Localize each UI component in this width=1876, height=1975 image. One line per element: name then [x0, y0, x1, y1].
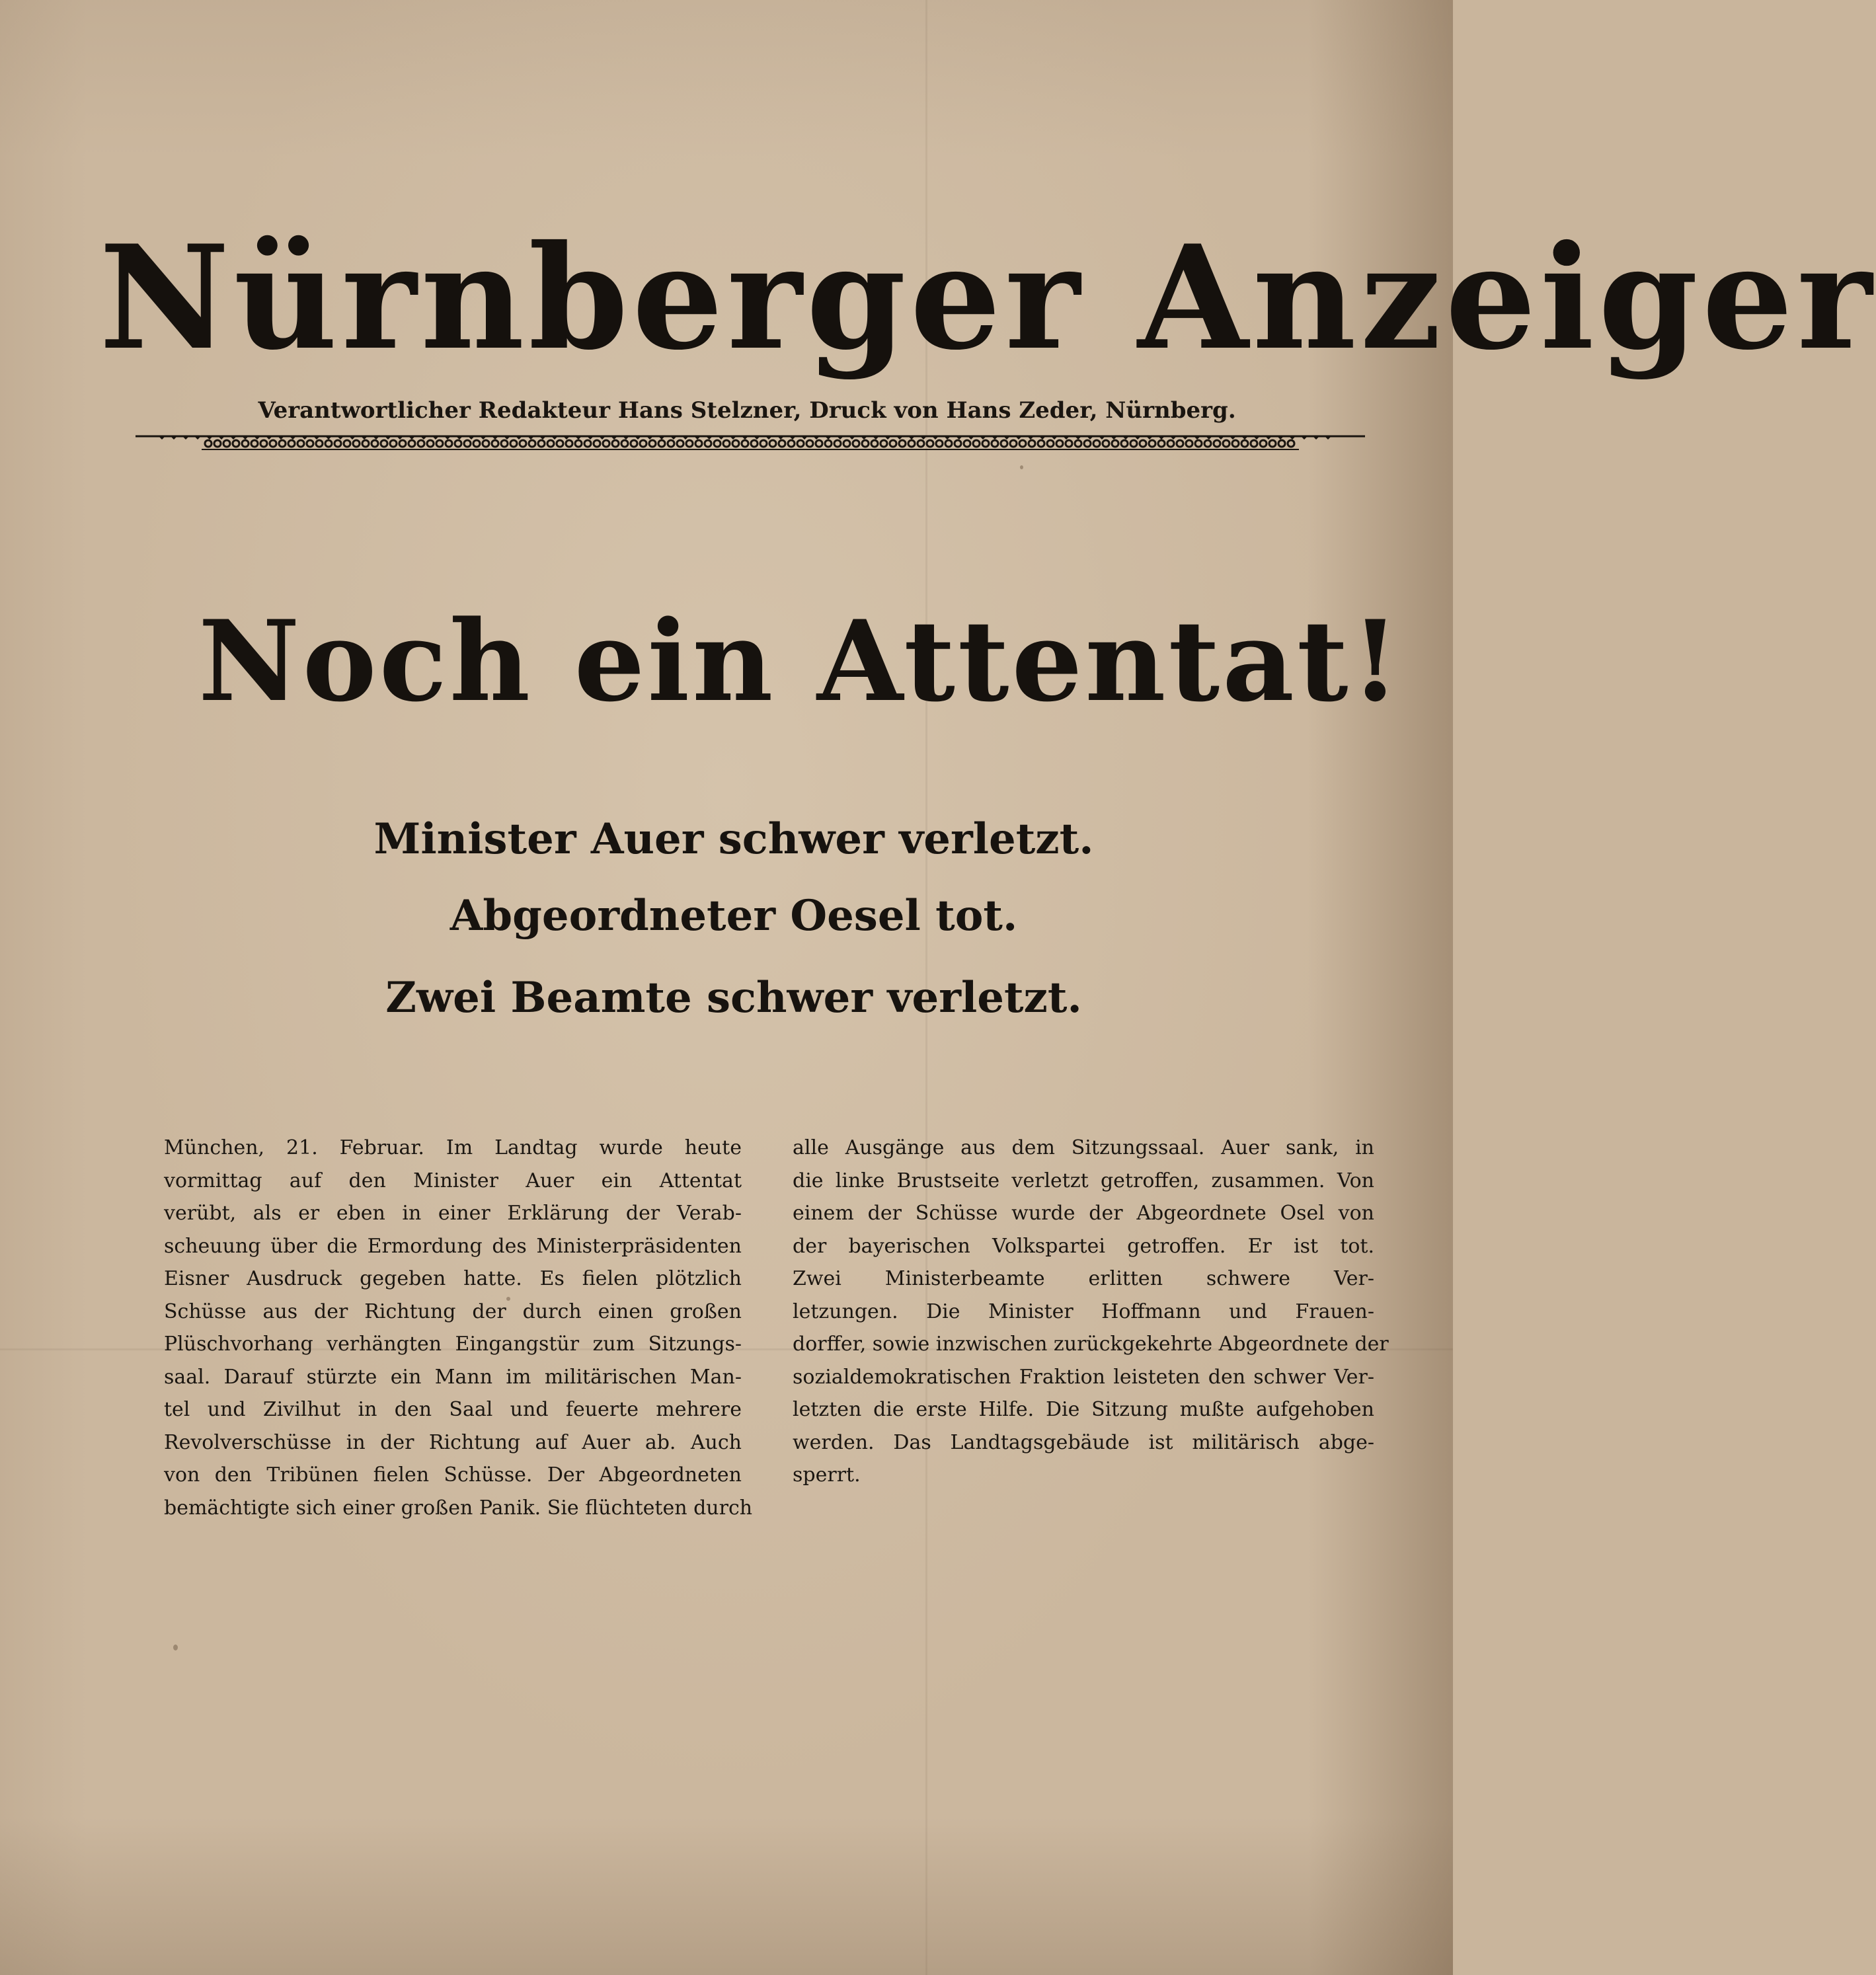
article-line: die linke Brustseite verletzt getroffen, zusammen. Von — [793, 1169, 1374, 1192]
article-column-right — [793, 1132, 1389, 1492]
rule-bead — [640, 440, 646, 447]
rule-bead — [214, 440, 221, 447]
rule-bead — [520, 440, 526, 447]
rule-tooth — [932, 436, 939, 440]
rule-tooth — [1087, 436, 1093, 440]
rule-bead — [455, 440, 461, 447]
rule-bead — [1130, 440, 1137, 447]
rule-tooth — [325, 436, 332, 440]
rule-bead — [751, 440, 758, 447]
rule-tooth — [742, 436, 748, 440]
rule-bead — [371, 440, 378, 447]
rule-tooth — [706, 436, 713, 440]
article-line: verübt, als er eben in einer Erklärung der Verab- — [164, 1202, 742, 1225]
rule-tooth — [361, 436, 368, 440]
rule-tooth — [1194, 436, 1200, 440]
rule-bead — [584, 440, 591, 447]
rule-tooth — [765, 436, 772, 440]
rule-bead — [1223, 440, 1230, 447]
rule-bead — [1019, 440, 1026, 447]
rule-bead — [418, 440, 424, 447]
rule-tooth — [1241, 436, 1248, 440]
rule-tooth — [349, 436, 356, 440]
rule-tooth — [206, 436, 213, 440]
article-line: sperrt. — [793, 1463, 861, 1487]
rule-bead — [677, 440, 684, 447]
rule-bead — [992, 440, 998, 447]
rule-bead — [1251, 440, 1257, 447]
rule-bead — [668, 440, 674, 447]
rule-bead — [316, 440, 323, 447]
rule-tooth — [587, 436, 594, 440]
rule-bead — [1204, 440, 1211, 447]
rule-bead — [279, 440, 286, 447]
rule-tooth — [171, 436, 177, 440]
rule-bead — [1010, 440, 1017, 447]
rule-tooth — [849, 436, 855, 440]
article-line: bemächtigte sich einer großen Panik. Sie flüchteten durch — [164, 1496, 753, 1520]
rule-tooth — [1075, 436, 1081, 440]
rule-bead — [686, 440, 693, 447]
rule-bead — [899, 440, 906, 447]
rule-bead — [501, 440, 508, 447]
rule-tooth — [1051, 436, 1058, 440]
rule-bead — [446, 440, 452, 447]
rule-bead — [871, 440, 878, 447]
rule-bead — [436, 440, 443, 447]
rule-bead — [631, 440, 637, 447]
rule-bead — [705, 440, 711, 447]
rule-bead — [547, 440, 554, 447]
article-line: Plüschvorhang verhängten Eingangstür zum Sitzungs- — [164, 1333, 742, 1356]
ink-speck — [173, 1645, 178, 1650]
ink-speck — [1020, 465, 1023, 469]
rule-bead — [1186, 440, 1192, 447]
rule-bead — [936, 440, 943, 447]
rule-tooth — [1265, 436, 1272, 440]
rule-bead — [409, 440, 415, 447]
rule-bead — [1075, 440, 1081, 447]
article-line: sozialdemokratischen Fraktion leisteten den schwer Ver- — [793, 1365, 1374, 1389]
article-line: werden. Das Landtagsgebäude ist militärisch abge- — [793, 1430, 1374, 1454]
rule-bead — [1149, 440, 1155, 447]
main-headline: Noch ein Attentat! — [198, 596, 1403, 726]
rule-bead — [566, 440, 572, 447]
rule-bead — [1278, 440, 1285, 447]
rule-bead — [714, 440, 721, 447]
rule-bead — [242, 440, 249, 447]
rule-bead — [390, 440, 397, 447]
rule-tooth — [397, 436, 403, 440]
rule-tooth — [658, 436, 665, 440]
rule-bead — [695, 440, 702, 447]
rule-bead — [1177, 440, 1183, 447]
rule-tooth — [504, 436, 510, 440]
rule-tooth — [539, 436, 546, 440]
article-line: letzungen. Die Minister Hoffmann und Frauen- — [793, 1299, 1374, 1323]
article-line: Eisner Ausdruck gegeben hatte. Es fielen plötzlich — [164, 1267, 742, 1290]
rule-bead — [742, 440, 748, 447]
rule-tooth — [1063, 436, 1070, 440]
rule-tooth — [646, 436, 653, 440]
rule-bead — [1232, 440, 1239, 447]
rule-tooth — [373, 436, 379, 440]
rule-bead — [538, 440, 545, 447]
rule-bead — [1121, 440, 1128, 447]
rule-tooth — [1313, 436, 1319, 440]
rule-tooth — [313, 436, 320, 440]
rule-bead — [918, 440, 924, 447]
rule-tooth — [1099, 436, 1105, 440]
rule-tooth — [337, 436, 344, 440]
rule-tooth — [420, 436, 427, 440]
rule-bead — [1056, 440, 1063, 447]
rule-bead — [288, 440, 295, 447]
rule-tooth — [694, 436, 701, 440]
rule-tooth — [218, 436, 225, 440]
rule-tooth — [623, 436, 629, 440]
ornamental-rule — [136, 432, 1365, 452]
rule-tooth — [468, 436, 475, 440]
rule-bead — [1158, 440, 1165, 447]
rule-tooth — [801, 436, 808, 440]
rule-bead — [649, 440, 656, 447]
article-line: dorffer, sowie inzwischen zurückgekehrte Abgeordnete der — [793, 1333, 1389, 1356]
rule-bead — [1038, 440, 1044, 447]
rule-tooth — [884, 436, 891, 440]
rule-tooth — [563, 436, 570, 440]
rule-tooth — [1111, 436, 1117, 440]
rule-tooth — [1158, 436, 1165, 440]
rule-tooth — [242, 436, 249, 440]
rule-tooth — [385, 436, 391, 440]
article-line: saal. Darauf stürzte ein Mann im militärischen Man- — [164, 1365, 742, 1389]
rule-bead — [982, 440, 989, 447]
rule-bead — [603, 440, 609, 447]
rule-bead — [344, 440, 350, 447]
rule-bead — [557, 440, 563, 447]
rule-bead — [732, 440, 739, 447]
rule-tooth — [837, 436, 843, 440]
rule-bead — [1112, 440, 1118, 447]
rule-bead — [492, 440, 498, 447]
rule-bead — [1029, 440, 1035, 447]
rule-tooth — [599, 436, 606, 440]
rule-tooth — [1277, 436, 1284, 440]
rule-bead — [325, 440, 332, 447]
rule-bead — [334, 440, 341, 447]
rule-bead — [723, 440, 730, 447]
rule-tooth — [1146, 436, 1153, 440]
rule-bead — [260, 440, 267, 447]
rule-tooth — [1230, 436, 1236, 440]
rule-bead — [945, 440, 952, 447]
rule-bead — [658, 440, 665, 447]
rule-bead — [464, 440, 471, 447]
article-line: der bayerischen Volkspartei getroffen. Er ist tot. — [793, 1234, 1374, 1258]
article-line: letzten die erste Hilfe. Die Sitzung mußte aufgehoben — [793, 1398, 1374, 1421]
masthead-imprint: Verantwortlicher Redakteur Hans Stelzner, Druck von Hans Zeder, Nürnberg. — [258, 397, 1236, 424]
rule-tooth — [230, 436, 237, 440]
rule-tooth — [1301, 436, 1308, 440]
rule-bead — [843, 440, 850, 447]
rule-bead — [862, 440, 869, 447]
rule-tooth — [1206, 436, 1212, 440]
article-column-left — [164, 1132, 753, 1524]
rule-tooth — [1122, 436, 1129, 440]
rule-bead — [297, 440, 304, 447]
rule-tooth — [682, 436, 689, 440]
rule-bead — [955, 440, 961, 447]
rule-tooth — [1003, 436, 1010, 440]
rule-tooth — [873, 436, 879, 440]
rule-bead — [1093, 440, 1100, 447]
rule-tooth — [944, 436, 951, 440]
rule-bead — [1103, 440, 1109, 447]
rule-bead — [1288, 440, 1294, 447]
rule-bead — [483, 440, 489, 447]
rule-tooth — [1170, 436, 1177, 440]
rule-bead — [806, 440, 813, 447]
rule-tooth — [1027, 436, 1034, 440]
rule-bead — [779, 440, 785, 447]
rule-bead — [880, 440, 887, 447]
rule-bead — [353, 440, 360, 447]
rule-tooth — [813, 436, 820, 440]
rule-bead — [307, 440, 313, 447]
rule-tooth — [730, 436, 736, 440]
rule-bead — [908, 440, 915, 447]
rule-bead — [1001, 440, 1007, 447]
article-line: alle Ausgänge aus dem Sitzungssaal. Auer sank, in — [793, 1136, 1374, 1159]
rule-tooth — [861, 436, 867, 440]
rule-bead — [223, 440, 230, 447]
rule-bead — [251, 440, 258, 447]
rule-tooth — [980, 436, 986, 440]
rule-bead — [1066, 440, 1072, 447]
rule-tooth — [825, 436, 832, 440]
rule-bead — [853, 440, 859, 447]
rule-tooth — [456, 436, 463, 440]
article-line: von den Tribünen fielen Schüsse. Der Abgeordneten — [164, 1463, 742, 1487]
rule-bead — [1214, 440, 1220, 447]
rule-bead — [233, 440, 239, 447]
rule-bead — [816, 440, 822, 447]
ornamental-rule-graphic — [136, 432, 1365, 452]
article-line: tel und Zivilhut in den Saal und feuerte mehrere — [164, 1398, 742, 1421]
rule-tooth — [1039, 436, 1046, 440]
rule-tooth — [754, 436, 760, 440]
rule-tooth — [194, 436, 201, 440]
rule-bead — [834, 440, 841, 447]
rule-bead — [769, 440, 776, 447]
rule-bead — [529, 440, 535, 447]
rule-tooth — [254, 436, 260, 440]
rule-bead — [1140, 440, 1146, 447]
rule-tooth — [278, 436, 284, 440]
rule-tooth — [635, 436, 641, 440]
rule-tooth — [896, 436, 903, 440]
rule-bead — [1167, 440, 1174, 447]
rule-bead — [270, 440, 276, 447]
rule-bead — [473, 440, 480, 447]
rule-bead — [205, 440, 212, 447]
rule-tooth — [908, 436, 915, 440]
newspaper-masthead: Nürnberger Anzeiger — [99, 213, 1876, 381]
rule-tooth — [1218, 436, 1224, 440]
rule-bead — [1260, 440, 1267, 447]
rule-bead — [1269, 440, 1276, 447]
rule-tooth — [1182, 436, 1189, 440]
article-line: vormittag auf den Minister Auer ein Attentat — [164, 1169, 742, 1192]
rule-tooth — [528, 436, 534, 440]
rule-tooth — [1134, 436, 1141, 440]
rule-tooth — [611, 436, 617, 440]
rule-tooth — [575, 436, 582, 440]
rule-tooth — [409, 436, 415, 440]
rule-bead — [760, 440, 767, 447]
rule-bead — [594, 440, 600, 447]
article-line: scheuung über die Ermordung des Ministerpräsidenten — [164, 1234, 742, 1258]
rule-tooth — [968, 436, 974, 440]
rule-tooth — [789, 436, 796, 440]
rule-tooth — [1253, 436, 1260, 440]
rule-tooth — [432, 436, 439, 440]
rule-tooth — [159, 436, 165, 440]
rule-bead — [973, 440, 980, 447]
rule-bead — [1241, 440, 1248, 447]
rule-tooth — [718, 436, 724, 440]
rule-bead — [510, 440, 517, 447]
rule-tooth — [1015, 436, 1022, 440]
rule-tooth — [670, 436, 677, 440]
rule-tooth — [777, 436, 784, 440]
rule-bead — [825, 440, 832, 447]
article-line: Zwei Ministerbeamte erlitten schwere Ver- — [793, 1267, 1374, 1290]
rule-bead — [575, 440, 582, 447]
rule-bead — [1084, 440, 1091, 447]
rule-tooth — [301, 436, 308, 440]
rule-bead — [964, 440, 970, 447]
rule-tooth — [480, 436, 487, 440]
article-line: einem der Schüsse wurde der Abgeordnete Osel von — [793, 1202, 1374, 1225]
rule-bead — [612, 440, 619, 447]
rule-bead — [621, 440, 628, 447]
article-line: Schüsse aus der Richtung der durch einen großen — [164, 1299, 742, 1323]
rule-bead — [797, 440, 804, 447]
rule-tooth — [551, 436, 558, 440]
rule-tooth — [516, 436, 522, 440]
rule-bead — [1195, 440, 1202, 447]
article-line: Revolverschüsse in der Richtung auf Auer ab. Auch — [164, 1430, 742, 1454]
rule-bead — [1047, 440, 1054, 447]
rule-bead — [399, 440, 406, 447]
rule-tooth — [182, 436, 189, 440]
rule-bead — [381, 440, 387, 447]
rule-tooth — [492, 436, 498, 440]
rule-bead — [927, 440, 933, 447]
rule-bead — [890, 440, 896, 447]
rule-tooth — [1325, 436, 1331, 440]
rule-tooth — [266, 436, 272, 440]
rule-bead — [427, 440, 434, 447]
rule-tooth — [992, 436, 998, 440]
rule-tooth — [290, 436, 296, 440]
rule-tooth — [444, 436, 451, 440]
subheadline-1: Minister Auer schwer verletzt. — [373, 814, 1094, 864]
rule-tooth — [920, 436, 927, 440]
rule-tooth — [956, 436, 962, 440]
article-line: München, 21. Februar. Im Landtag wurde heute — [164, 1136, 742, 1159]
subheadline-2: Abgeordneter Oesel tot. — [449, 891, 1018, 941]
rule-bead — [788, 440, 795, 447]
subheadline-3: Zwei Beamte schwer verletzt. — [385, 973, 1082, 1023]
rule-tooth — [1289, 436, 1296, 440]
rule-bead — [362, 440, 369, 447]
